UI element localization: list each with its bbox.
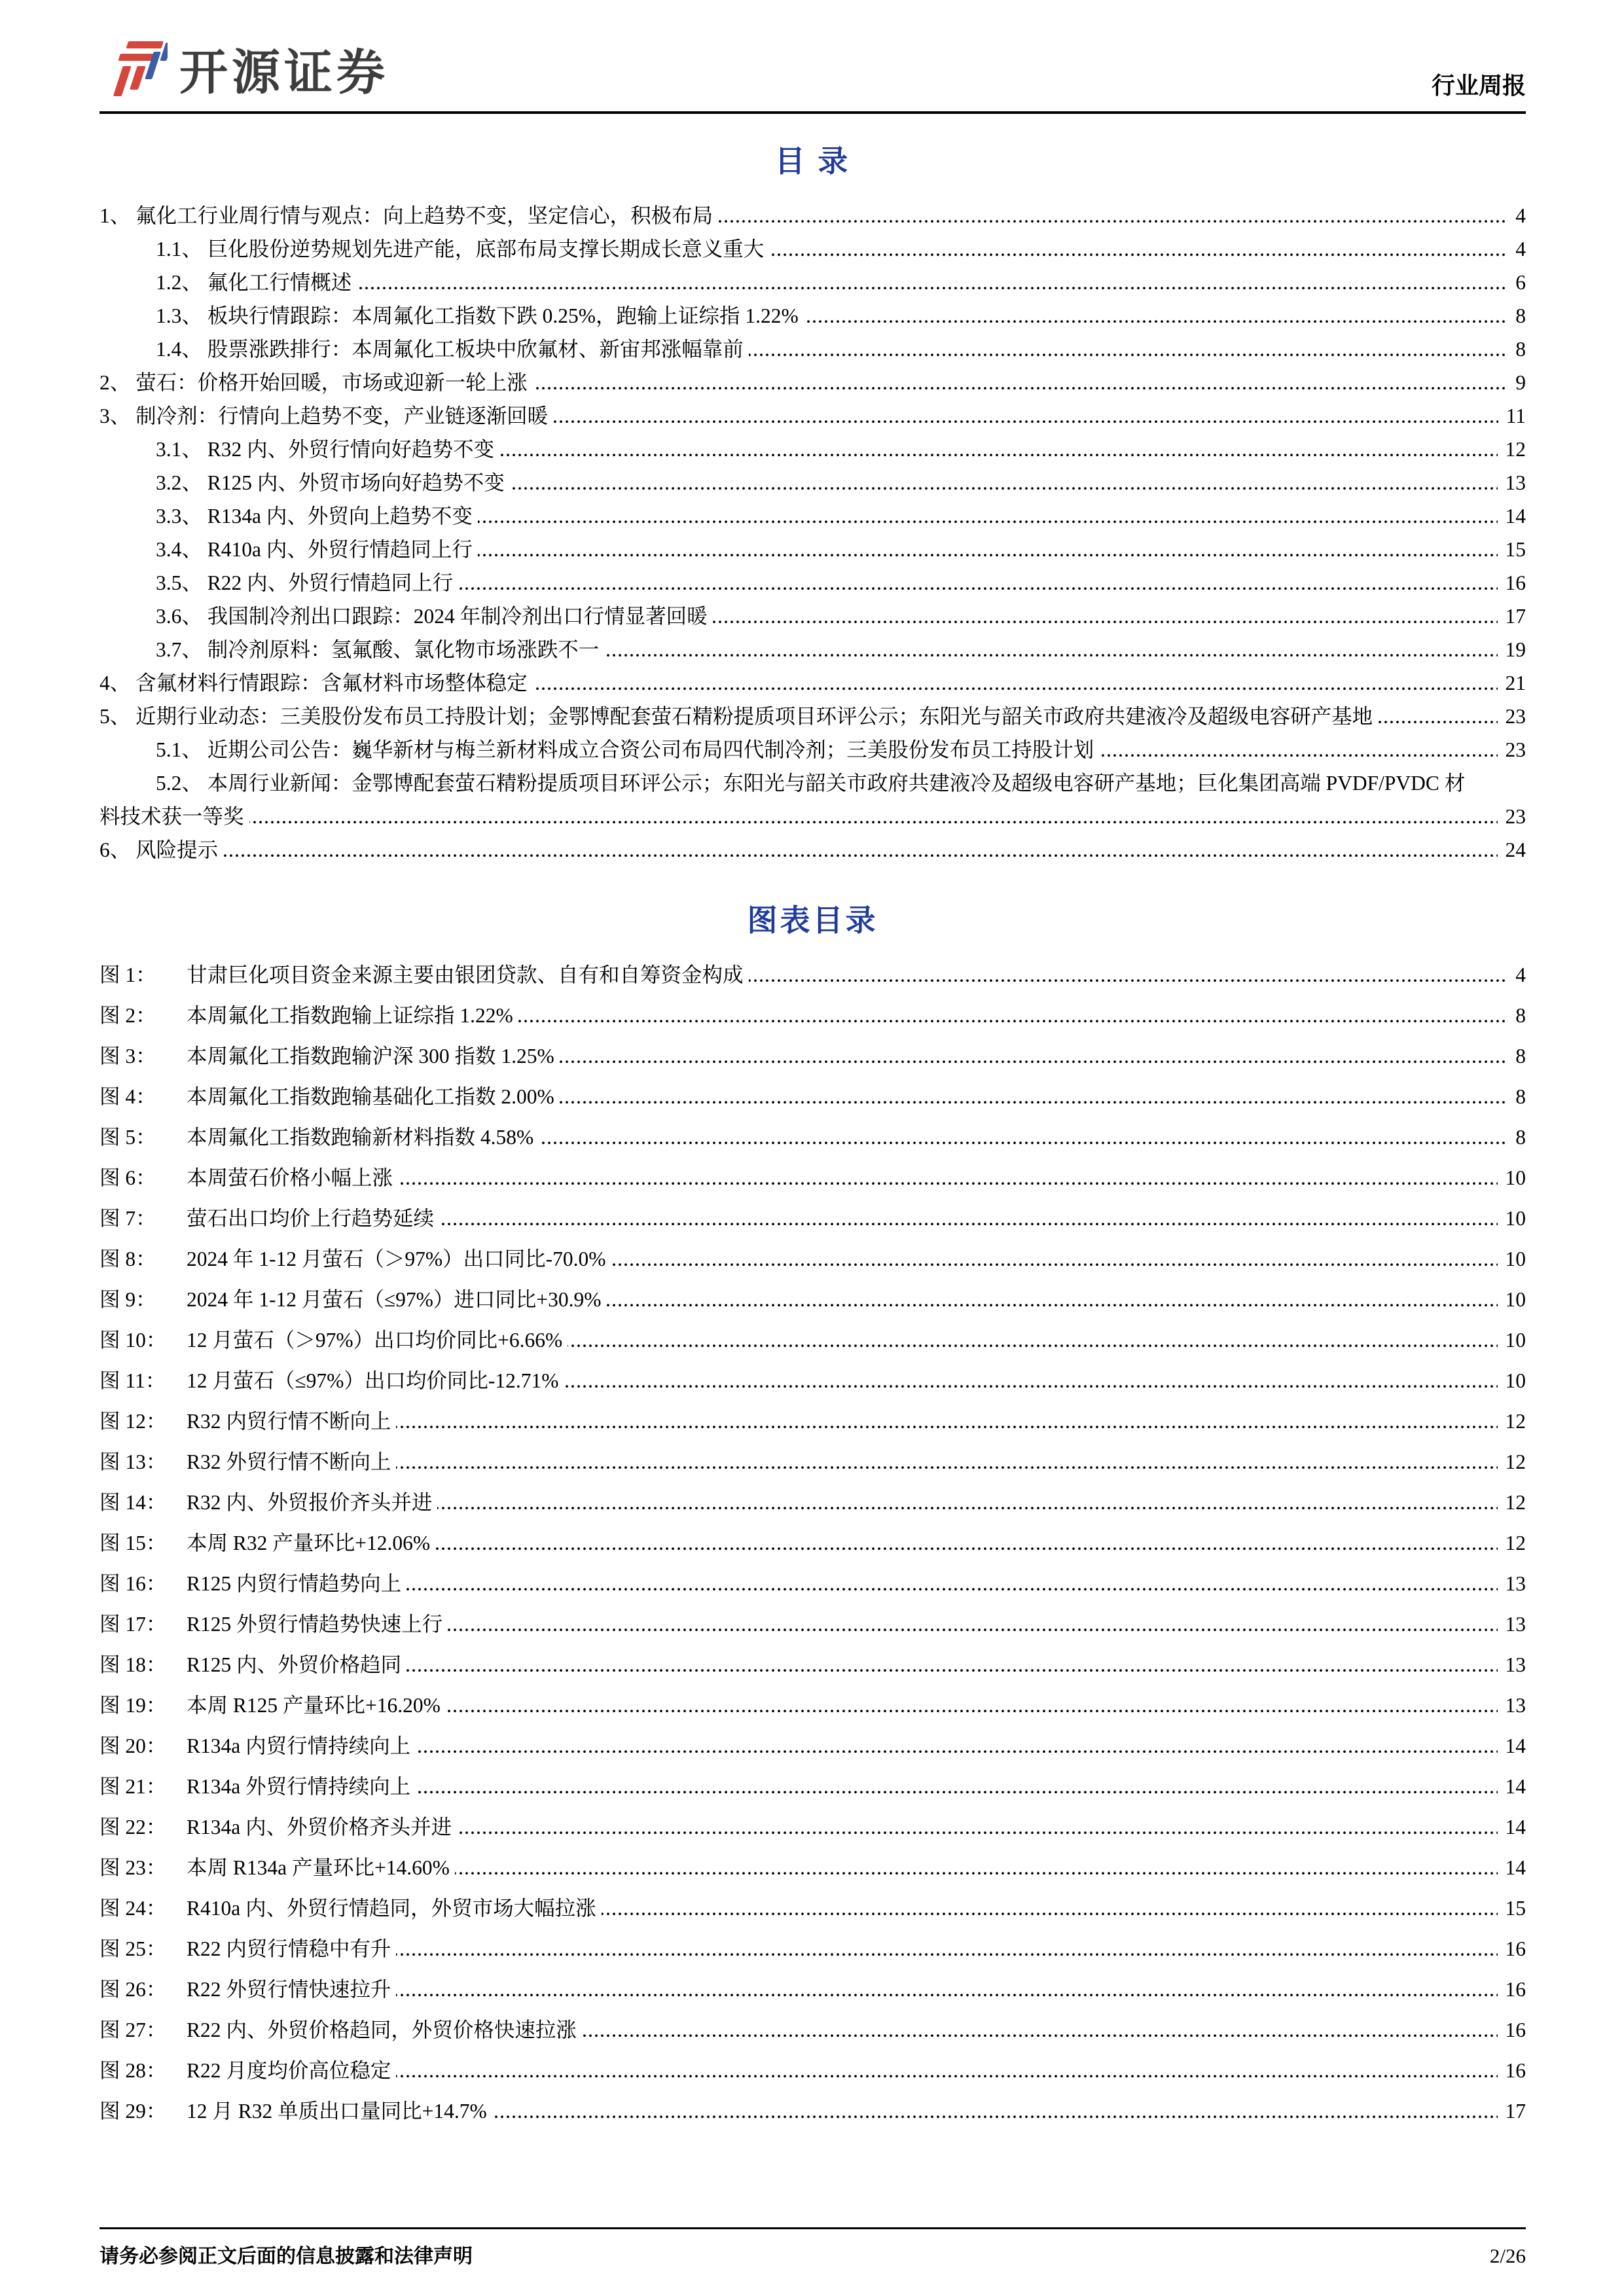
- figure-entry-caption: 本周 R32 产量环比+12.06%: [187, 1532, 431, 1554]
- figure-entry-text: [99, 963, 749, 986]
- figure-page-number: 12: [1498, 1526, 1526, 1560]
- figure-entry-caption: R22 外贸行情快速拉升: [187, 1978, 391, 2001]
- toc-entry[interactable]: [99, 833, 1526, 867]
- figure-entry-caption: 2024 年 1-12 月萤石（≤97%）进口同比+30.9%: [187, 1288, 602, 1311]
- toc-entry-text: 3.7、 制冷剂原料：氢氟酸、氯化物市场涨跌不一: [156, 638, 604, 661]
- figure-entry-text: [99, 1369, 564, 1392]
- figure-entry-label: 图 22：: [99, 1810, 187, 1844]
- toc-page-number: 17: [1498, 600, 1526, 633]
- figure-page-number: 8: [1507, 1121, 1526, 1154]
- figure-entry-caption: 12 月萤石（＞97%）出口均价同比+6.66%: [187, 1329, 563, 1352]
- figure-entry-text: [99, 1734, 416, 1757]
- figure-page-number: 14: [1498, 1729, 1526, 1763]
- toc-entry-text: 5、 近期行业动态：三美股份发布员工持股计划；金鄂博配套萤石精粉提质项目环评公示；东阳光与韶关市政府共建液冷及超级电容研产基地: [99, 705, 1378, 728]
- figure-entry-label: 图 28：: [99, 2054, 187, 2087]
- figure-page-number: 17: [1498, 2094, 1526, 2128]
- figure-entry-text: [99, 1288, 607, 1311]
- figure-entry[interactable]: [99, 1851, 1526, 1884]
- figure-page-number: 15: [1498, 1892, 1526, 1925]
- figure-page-number: 12: [1498, 1445, 1526, 1479]
- toc-entry-text: 5.2、 本周行业新闻：金鄂博配套萤石精粉提质项目环评公示；东阳光与韶关市政府共建液冷及超级电容研产基地；巨化集团高端 PVDF/PVDC 材料技术获一等奖: [99, 772, 1466, 828]
- figure-entry-label: 图 8：: [99, 1242, 187, 1276]
- figure-entry-caption: 萤石出口均价上行趋势延续: [187, 1207, 435, 1230]
- toc-entry[interactable]: [99, 466, 1526, 499]
- figure-entry-label: 图 4：: [99, 1080, 187, 1113]
- toc-entry-text: 3.5、 R22 内、外贸行情趋同上行: [156, 571, 458, 594]
- toc-entry[interactable]: [99, 700, 1526, 733]
- toc-page-number: 6: [1507, 266, 1526, 299]
- figure-entry-text: [99, 1491, 437, 1514]
- figure-entry-text: [99, 1694, 446, 1717]
- figure-page-number: 10: [1498, 1242, 1526, 1276]
- brand-name: 开源证券: [179, 45, 389, 99]
- figure-entry[interactable]: [99, 1526, 1526, 1560]
- figure-entry-text: [99, 1207, 439, 1230]
- figure-entry-caption: R22 内、外贸价格趋同，外贸价格快速拉涨: [187, 2018, 577, 2041]
- figure-entry-text: [99, 1653, 406, 1676]
- toc-page-number: 24: [1498, 833, 1526, 867]
- figure-entry-caption: R22 月度均价高位稳定: [187, 2059, 391, 2082]
- figure-page-number: 10: [1498, 1364, 1526, 1397]
- toc-entry[interactable]: [99, 399, 1526, 433]
- toc-page-number: 4: [1507, 199, 1526, 232]
- figure-entry[interactable]: [99, 1283, 1526, 1316]
- figure-entry-caption: 本周氟化工指数跑输基础化工指数 2.00%: [187, 1085, 554, 1108]
- figure-entry-text: [99, 1045, 560, 1067]
- toc-entry-text: 3.6、 我国制冷剂出口跟踪：2024 年制冷剂出口行情显著回暖: [156, 605, 713, 628]
- figure-entry-label: 图 29：: [99, 2094, 187, 2128]
- toc-entry-text: 3.2、 R125 内、外贸市场向好趋势不变: [156, 471, 510, 494]
- figure-entry-label: 图 23：: [99, 1851, 187, 1884]
- figure-entry-caption: 本周氟化工指数跑输上证综指 1.22%: [187, 1004, 513, 1027]
- figure-entry[interactable]: [99, 1607, 1526, 1641]
- figure-entry-label: 图 14：: [99, 1486, 187, 1519]
- figure-entry-text: [99, 1004, 518, 1027]
- figure-entry-caption: R32 内贸行情不断向上: [187, 1410, 391, 1433]
- figure-entry-caption: R32 外贸行情不断向上: [187, 1450, 391, 1473]
- toc-list: [99, 199, 1526, 867]
- toc-entry[interactable]: [99, 299, 1526, 332]
- figure-page-number: 10: [1498, 1161, 1526, 1194]
- toc-entry[interactable]: [99, 600, 1526, 633]
- figure-entry[interactable]: [99, 1364, 1526, 1397]
- toc-entry-text: 1.3、 板块行情跟踪：本周氟化工指数下跌 0.25%，跑输上证综指 1.22%: [156, 304, 804, 327]
- toc-page-number: 23: [1498, 733, 1526, 766]
- figure-entry[interactable]: [99, 1080, 1526, 1113]
- toc-title: 目 录: [774, 145, 851, 178]
- figure-entry-label: 图 10：: [99, 1323, 187, 1357]
- figure-entry-label: 图 27：: [99, 2013, 187, 2047]
- figure-entry[interactable]: [99, 2054, 1526, 2087]
- toc-entry[interactable]: [99, 566, 1526, 600]
- figure-entry-caption: 本周萤石价格小幅上涨: [187, 1166, 393, 1189]
- figure-entry-label: 图 18：: [99, 1648, 187, 1681]
- figure-entry-text: [99, 2100, 492, 2123]
- figure-entry-text: [99, 1816, 457, 1839]
- figure-page-number: 13: [1498, 1648, 1526, 1681]
- figure-entry[interactable]: [99, 1121, 1526, 1154]
- figure-entry-label: 图 11：: [99, 1364, 187, 1397]
- figures-title: 图表目录: [747, 904, 878, 937]
- toc-page-number: 9: [1507, 366, 1526, 399]
- figure-entry-caption: 本周氟化工指数跑输沪深 300 指数 1.25%: [187, 1045, 554, 1067]
- figure-entry[interactable]: [99, 999, 1526, 1032]
- figure-entry-label: 图 9：: [99, 1283, 187, 1316]
- figure-entry-caption: R22 内贸行情稳中有升: [187, 1937, 391, 1960]
- toc-page-number: 16: [1498, 566, 1526, 600]
- toc-page-number: 23: [1498, 800, 1526, 833]
- figure-entry-text: [99, 1978, 396, 2001]
- figure-entry-label: 图 3：: [99, 1039, 187, 1073]
- figure-entry-label: 图 13：: [99, 1445, 187, 1479]
- toc-page-number: 15: [1498, 533, 1526, 566]
- toc-page-number: 14: [1498, 499, 1526, 533]
- figure-entry-label: 图 21：: [99, 1770, 187, 1803]
- figure-page-number: 14: [1498, 1810, 1526, 1844]
- toc-entry[interactable]: [99, 666, 1526, 700]
- figure-entry-text: [99, 1572, 406, 1595]
- figure-entry-text: [99, 1856, 455, 1879]
- figure-entry-label: 图 16：: [99, 1567, 187, 1600]
- figure-page-number: 16: [1498, 2054, 1526, 2087]
- toc-entry-text: 1.1、 巨化股份逆势规划先进产能，底部布局支撑长期成长意义重大: [156, 238, 769, 260]
- figure-page-number: 13: [1498, 1689, 1526, 1722]
- figure-entry-caption: 本周 R125 产量环比+16.20%: [187, 1694, 441, 1717]
- toc-page-number: 21: [1498, 666, 1526, 700]
- toc-entry-text: 4、 含氟材料行情跟踪：含氟材料市场整体稳定: [99, 672, 533, 694]
- toc-entry-text: 1.2、 氟化工行情概述: [156, 271, 357, 294]
- figure-entry[interactable]: [99, 1729, 1526, 1763]
- figure-page-number: 8: [1507, 1080, 1526, 1113]
- figure-entry-label: 图 2：: [99, 999, 187, 1032]
- toc-entry-text: 5.1、 近期公司公告：巍华新材与梅兰新材料成立合资公司布局四代制冷剂；三美股份发布员工持股计划: [156, 738, 1099, 761]
- toc-page-number: 23: [1498, 700, 1526, 733]
- figure-entry-caption: 本周氟化工指数跑输新材料指数 4.58%: [187, 1126, 534, 1149]
- figure-page-number: 16: [1498, 1973, 1526, 2006]
- toc-entry[interactable]: [99, 266, 1526, 299]
- figure-entry-label: 图 19：: [99, 1689, 187, 1722]
- toc-entry-text: 3.3、 R134a 内、外贸向上趋势不变: [156, 505, 478, 528]
- figure-entry[interactable]: [99, 1242, 1526, 1276]
- figure-page-number: 14: [1498, 1851, 1526, 1884]
- figure-entry-text: [99, 2059, 396, 2082]
- figure-entry-label: 图 24：: [99, 1892, 187, 1925]
- figure-entry-caption: R125 内、外贸价格趋同: [187, 1653, 402, 1676]
- figure-entry[interactable]: [99, 1810, 1526, 1844]
- figure-entry[interactable]: [99, 1161, 1526, 1194]
- figure-entry[interactable]: [99, 1892, 1526, 1925]
- figure-entry-caption: R125 外贸行情趋势快速上行: [187, 1613, 443, 1636]
- figure-page-number: 12: [1498, 1405, 1526, 1438]
- figure-entry-caption: 甘肃巨化项目资金来源主要由银团贷款、自有和自筹资金构成: [187, 963, 744, 986]
- figure-entry-label: 图 5：: [99, 1121, 187, 1154]
- figure-entry-caption: R410a 内、外贸行情趋同，外贸市场大幅拉涨: [187, 1897, 596, 1920]
- figure-entry-text: [99, 1450, 396, 1473]
- figure-entry-caption: R125 内贸行情趋势向上: [187, 1572, 402, 1595]
- figure-entry[interactable]: [99, 1973, 1526, 2006]
- brand-block: [99, 34, 389, 103]
- figure-entry-text: [99, 1247, 611, 1270]
- toc-entry[interactable]: [99, 433, 1526, 466]
- figure-entry-text: [99, 1775, 416, 1798]
- figure-page-number: 13: [1498, 1607, 1526, 1641]
- figure-entry-text: [99, 1532, 435, 1554]
- toc-page-number: 8: [1507, 332, 1526, 366]
- figure-page-number: 12: [1498, 1486, 1526, 1519]
- figure-entry-caption: R134a 内贸行情持续向上: [187, 1734, 411, 1757]
- footer-page-number: 2/26: [1489, 2244, 1526, 2267]
- figure-page-number: 16: [1498, 2013, 1526, 2047]
- toc-entry[interactable]: [99, 199, 1526, 232]
- figure-entry-label: 图 20：: [99, 1729, 187, 1763]
- figure-entry-text: [99, 1329, 568, 1352]
- figure-page-number: 10: [1498, 1202, 1526, 1235]
- toc-entry[interactable]: [99, 366, 1526, 399]
- figure-entry[interactable]: [99, 1405, 1526, 1438]
- figure-entry[interactable]: [99, 958, 1526, 992]
- figure-page-number: 13: [1498, 1567, 1526, 1600]
- figure-page-number: 8: [1507, 999, 1526, 1032]
- kaiyuan-logo-icon: [99, 37, 168, 100]
- toc-entry-text: 3.1、 R32 内、外贸行情向好趋势不变: [156, 438, 499, 461]
- figure-entry-label: 图 12：: [99, 1405, 187, 1438]
- figure-entry[interactable]: [99, 1567, 1526, 1600]
- report-type-label: 行业周报: [1431, 73, 1526, 99]
- figure-entry-caption: R134a 内、外贸价格齐头并进: [187, 1816, 452, 1839]
- figure-entry[interactable]: [99, 1486, 1526, 1519]
- toc-entry[interactable]: [99, 633, 1526, 666]
- figure-entry-caption: R134a 外贸行情持续向上: [187, 1775, 411, 1798]
- figure-page-number: 10: [1498, 1283, 1526, 1316]
- toc-page-number: 13: [1498, 466, 1526, 499]
- toc-entry[interactable]: [99, 232, 1526, 266]
- figure-entry[interactable]: [99, 2094, 1526, 2128]
- figure-page-number: 8: [1507, 1039, 1526, 1073]
- toc-entry[interactable]: [99, 499, 1526, 533]
- figure-entry-caption: 2024 年 1-12 月萤石（＞97%）出口同比-70.0%: [187, 1247, 606, 1270]
- toc-page-number: 4: [1507, 232, 1526, 266]
- toc-page-number: 11: [1498, 399, 1526, 433]
- figure-entry[interactable]: [99, 2013, 1526, 2047]
- toc-entry[interactable]: [99, 766, 1526, 833]
- toc-page-number: 12: [1498, 433, 1526, 466]
- page-header: [99, 34, 1526, 114]
- figure-page-number: 4: [1507, 958, 1526, 992]
- footer-disclaimer: 请务必参阅正文后面的信息披露和法律声明: [99, 2246, 473, 2267]
- figure-entry-text: [99, 1410, 396, 1433]
- toc-entry[interactable]: [99, 332, 1526, 366]
- figure-entry[interactable]: [99, 1323, 1526, 1357]
- figure-page-number: 10: [1498, 1323, 1526, 1357]
- figures-list: [99, 958, 1526, 2135]
- figure-entry-label: 图 7：: [99, 1202, 187, 1235]
- toc-entry[interactable]: [99, 733, 1526, 766]
- figure-entry-text: [99, 1166, 398, 1189]
- figure-entry[interactable]: [99, 1932, 1526, 1965]
- figure-entry-label: 图 15：: [99, 1526, 187, 1560]
- toc-entry[interactable]: [99, 533, 1526, 566]
- figure-page-number: 16: [1498, 1932, 1526, 1965]
- toc-entry-text: 3.4、 R410a 内、外贸行情趋同上行: [156, 538, 478, 561]
- toc-entry-text: 3、 制冷剂：行情向上趋势不变，产业链逐渐回暖: [99, 404, 553, 427]
- figure-entry[interactable]: [99, 1770, 1526, 1803]
- figure-entry-text: [99, 1613, 448, 1636]
- figure-entry-label: 图 26：: [99, 1973, 187, 2006]
- figure-entry[interactable]: [99, 1689, 1526, 1722]
- figure-entry[interactable]: [99, 1039, 1526, 1073]
- figure-entry-text: [99, 1897, 602, 1920]
- toc-page-number: 8: [1507, 299, 1526, 332]
- figure-entry[interactable]: [99, 1202, 1526, 1235]
- page-footer: [99, 2227, 1526, 2269]
- figure-page-number: 14: [1498, 1770, 1526, 1803]
- figure-entry-caption: 12 月 R32 单质出口量同比+14.7%: [187, 2100, 487, 2123]
- figure-entry-text: [99, 2018, 582, 2041]
- figure-entry[interactable]: [99, 1445, 1526, 1479]
- figure-entry-text: [99, 1937, 396, 1960]
- figure-entry-label: 图 1：: [99, 958, 187, 992]
- figure-entry[interactable]: [99, 1648, 1526, 1681]
- toc-entry-text: 6、 风险提示: [99, 838, 223, 861]
- figure-entry-label: 图 6：: [99, 1161, 187, 1194]
- figure-entry-label: 图 25：: [99, 1932, 187, 1965]
- toc-entry-text: 1、 氟化工行业周行情与观点：向上趋势不变，坚定信心，积极布局: [99, 204, 718, 227]
- figure-entry-text: [99, 1085, 560, 1108]
- figure-entry-label: 图 17：: [99, 1607, 187, 1641]
- figure-entry-caption: 12 月萤石（≤97%）出口均价同比-12.71%: [187, 1369, 559, 1392]
- toc-entry-text: 2、 萤石：价格开始回暖，市场或迎新一轮上涨: [99, 371, 533, 394]
- toc-entry-text: 1.4、 股票涨跌排行：本周氟化工板块中欣氟材、新宙邦涨幅靠前: [156, 338, 749, 361]
- figure-entry-text: [99, 1126, 539, 1149]
- toc-page-number: 19: [1498, 633, 1526, 666]
- figure-entry-caption: R32 内、外贸报价齐头并进: [187, 1491, 433, 1514]
- figure-entry-caption: 本周 R134a 产量环比+14.60%: [187, 1856, 450, 1879]
